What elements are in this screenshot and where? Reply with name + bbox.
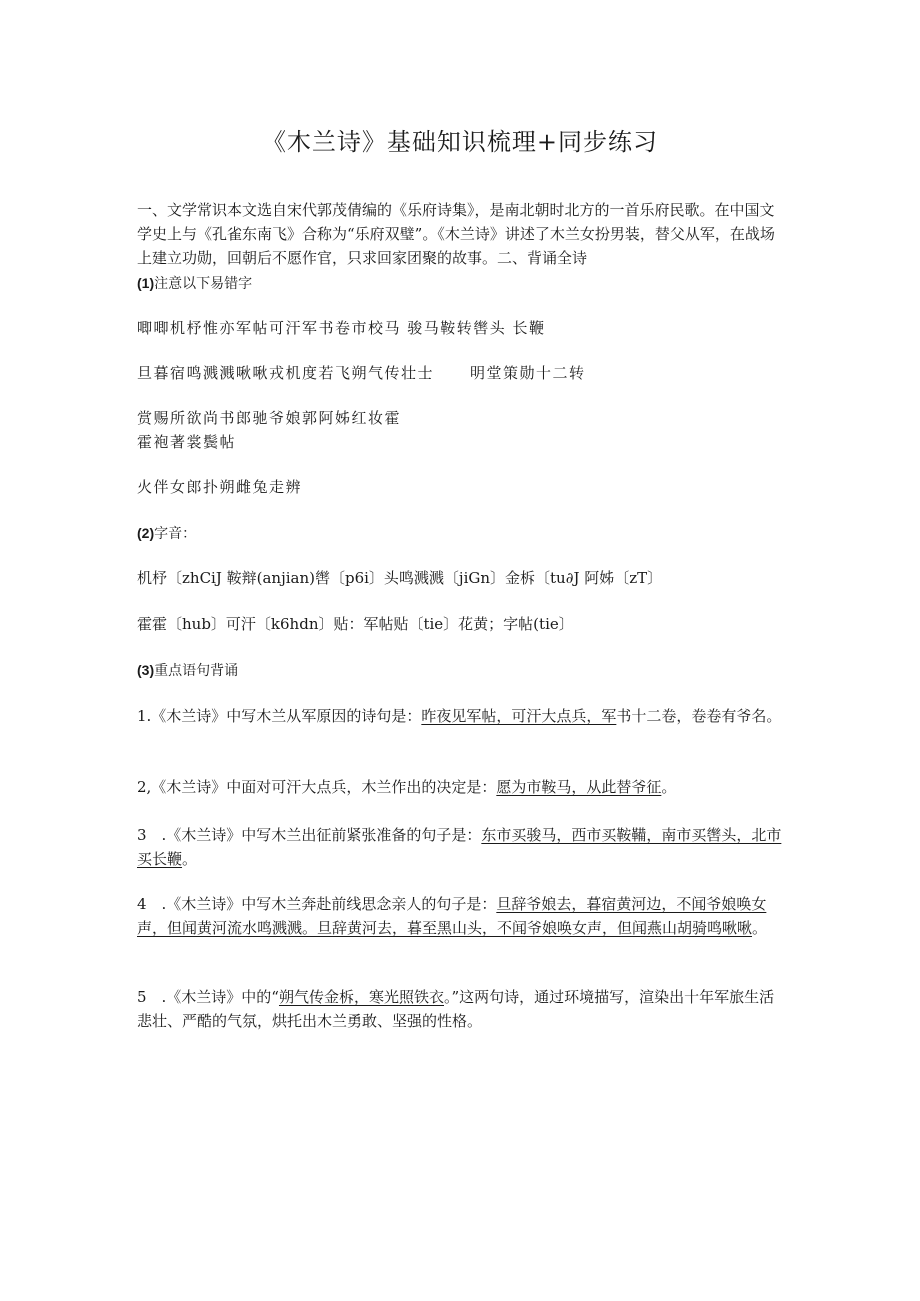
question-text: 2,《木兰诗》中面对可汗大点兵，木兰作出的决定是： — [137, 778, 497, 796]
section-label: 注意以下易错字 — [154, 276, 253, 292]
answer-text: 昨夜见军帖，可汗大点兵，军 — [421, 707, 617, 725]
question-text: 。 — [182, 850, 198, 868]
typo-words-text: 明堂策勋十二转 — [470, 364, 586, 382]
answer-text: 东市买骏马，西市买鞍鞴，南市买辔头，北市买长鞭 — [137, 826, 782, 868]
typo-words-text: 旦暮宿鸣溅溅啾啾戎机度若飞朔气传壮士 — [137, 364, 435, 382]
typo-words-line: 霍袍著裳鬓帖 — [137, 433, 237, 451]
pronunciation-line: 机杼〔zhCiJ 鞍辩(anjian)辔〔p6i〕头鸣溅溅〔jiGn〕金柝〔tu∂J 阿姊〔zT〕 — [137, 569, 663, 587]
question-2 — [137, 775, 787, 799]
typo-words-line: 火伴女郎扑朔雌兔走辨 — [137, 478, 303, 496]
question-text: 4 .《木兰诗》中写木兰奔赴前线思念亲人的句子是： — [137, 895, 497, 913]
question-text: 5 .《木兰诗》中的“ — [137, 988, 279, 1006]
question-1 — [137, 704, 787, 728]
question-text: 3 .《木兰诗》中写木兰出征前紧张准备的句子是： — [137, 826, 482, 844]
section-number: (2) — [137, 525, 155, 541]
question-3 — [137, 823, 787, 871]
intro-paragraph: 一、文学常识本文选自宋代郭茂倩编的《乐府诗集》，是南北朝时北方的一首乐府民歌。在中国文学史上与《孔雀东南飞》合称为“乐府双璧”。《木兰诗》讲述了木兰女扮男装，替父从军，在战场上建立功勋，回朝后不愿作官，只求回家团聚的故事。二、背诵全诗 — [137, 201, 775, 267]
answer-text: 朔气传金柝，寒光照铁衣 — [278, 988, 444, 1006]
section-heading-3 — [137, 658, 787, 683]
typo-words-line: 唧唧机杼惟亦军帖可汗军书卷市校马 骏马鞍转辔头 长鞭 — [137, 319, 546, 337]
document-title: 《木兰诗》基础知识梳理+同步练习 — [261, 128, 659, 156]
question-text: 。 — [661, 778, 677, 796]
question-4 — [137, 892, 787, 940]
answer-text: 旦辞爷娘去，暮宿黄河边，不闻爷娘唤女声，但闻黄河流水鸣溅溅。旦辞黄河去，暮至黑山头，不闻爷娘唤女声，但闻燕山胡骑鸣啾啾 — [137, 895, 767, 937]
section-label: 字音： — [154, 526, 197, 542]
answer-text: 愿为市鞍马，从此替爷征 — [496, 778, 662, 796]
question-text: 1.《木兰诗》中写木兰从军原因的诗句是： — [137, 707, 422, 725]
question-5 — [137, 985, 787, 1033]
section-heading-1 — [137, 271, 787, 296]
question-text: 。 — [752, 919, 768, 937]
typo-words-line: 赏赐所欲尚书郎驰爷娘郭阿姊红妆霍 — [137, 409, 402, 427]
section-label: 重点语句背诵 — [154, 663, 239, 679]
pronunciation-line: 霍霍〔hub〕可汗〔k6hdn〕贴：军帖贴〔tie〕花黄；字帖(tie〕 — [137, 615, 574, 633]
section-heading-2 — [137, 521, 787, 546]
typo-words-line — [137, 361, 787, 385]
question-text: 。”这两句诗，通过环境描写，渲染出十年军旅生活悲壮、严酷的气氛，烘托出木兰勇敢、坚强的性格。 — [137, 988, 775, 1030]
question-text: 书十二卷，卷卷有爷名。 — [616, 707, 782, 725]
section-number: (3) — [137, 662, 155, 678]
section-number: (1) — [137, 275, 155, 291]
